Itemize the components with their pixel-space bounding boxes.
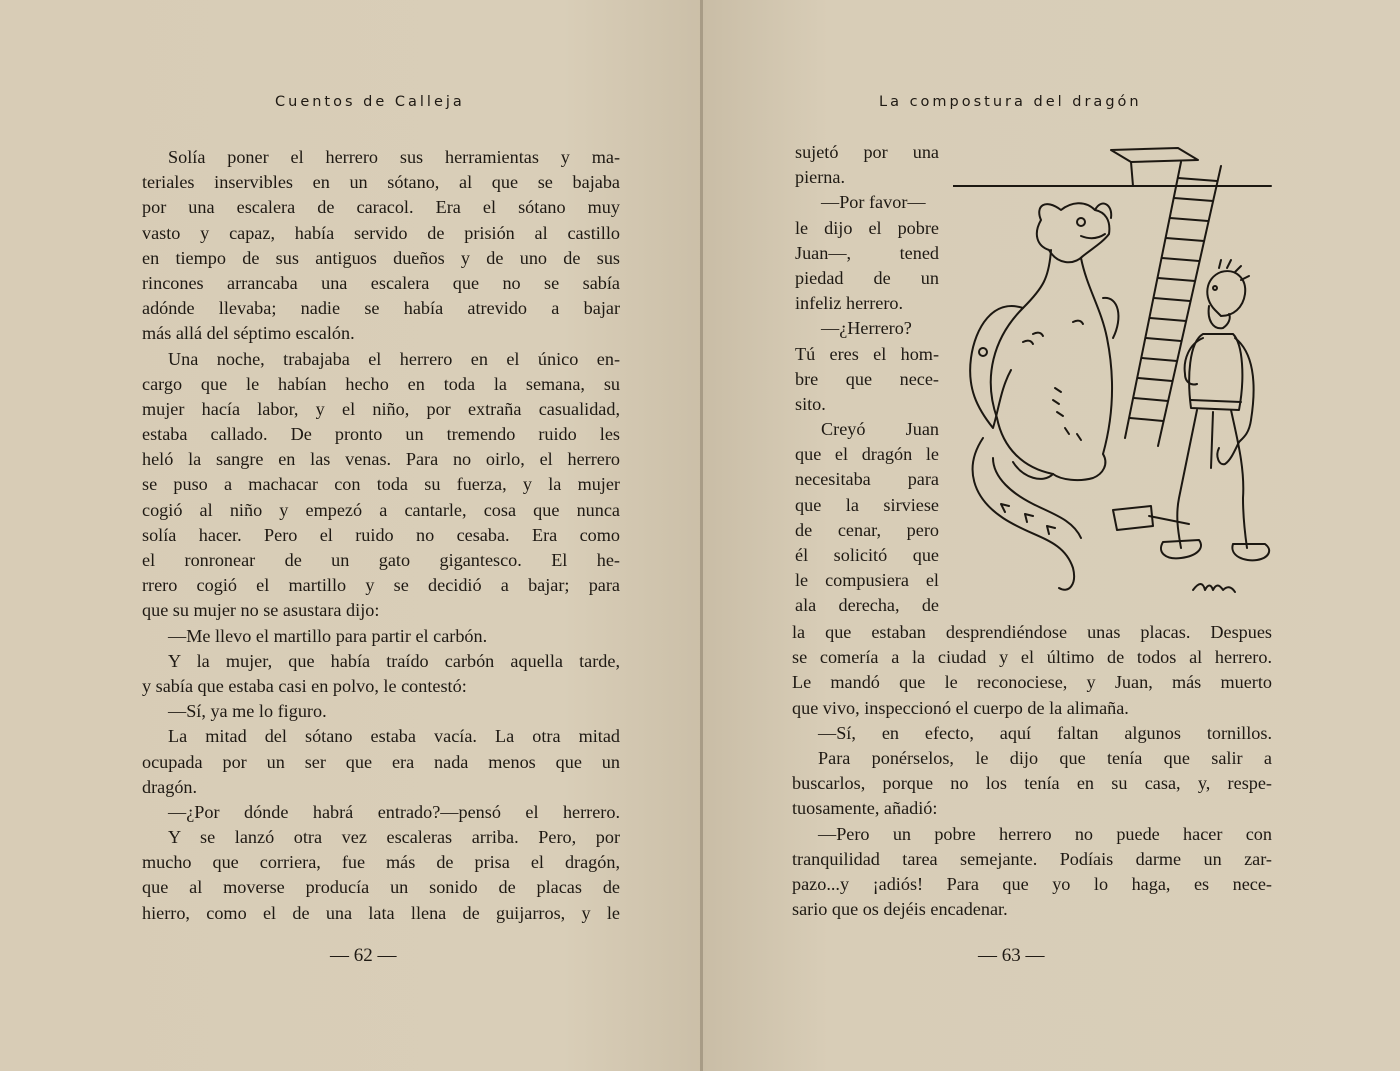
text-line: se comería a la ciudad y el último de todos al herrero.	[792, 647, 1272, 668]
text-line: tranquilidad tarea semejante. Podíais darme un zar-	[792, 848, 1272, 869]
text-line: sito.	[795, 393, 826, 414]
text-line: cargo que le habían hecho en toda la semana, su	[142, 373, 620, 394]
text-line: piedad de un	[795, 267, 939, 288]
text-line: la que estaban desprendiéndose unas placas. Despues	[792, 622, 1272, 642]
text-line: que la sirviese	[795, 494, 939, 515]
text-line: —Pero un pobre herrero no puede hacer con	[818, 823, 1272, 844]
text-line: Solía poner el herrero sus herramientas y ma-	[168, 147, 620, 167]
text-line: mujer hacía labor, y el niño, por extraña casualidad,	[142, 398, 620, 419]
text-line: Juan—, tened	[795, 242, 939, 263]
text-line: le compusiera el	[795, 570, 939, 591]
right-page	[703, 0, 1400, 1071]
text-line: hierro, como el de una lata llena de guijarros, y le	[142, 902, 620, 923]
text-line: vasto y capaz, había servido de prisión al castillo	[142, 222, 620, 243]
text-line: por una escalera de caracol. Era el sótano muy	[142, 197, 620, 218]
text-line: más allá del séptimo escalón.	[142, 323, 355, 344]
right-narrow-text	[795, 140, 939, 619]
left-body-text	[142, 145, 620, 926]
text-line: infeliz herrero.	[795, 293, 904, 314]
trapdoor	[1111, 148, 1198, 162]
text-line: adónde llevaba; nadie se había atrevido a bajar	[142, 298, 620, 319]
text-line: necesitaba para	[795, 469, 939, 490]
text-line: Creyó Juan	[821, 419, 939, 440]
right-page-number: — 63 —	[978, 945, 1045, 966]
text-line: mucho que corriera, fue más de prisa el dragón,	[142, 852, 620, 873]
text-line: cogió al niño y empezó a cantarle, cosa que nunca	[142, 499, 620, 520]
text-line: Y la mujer, que había traído carbón aquella tarde,	[168, 650, 620, 671]
right-wide-text	[792, 620, 1272, 922]
text-line: estaba callado. De pronto un tremendo ruido les	[142, 424, 620, 445]
right-running-header: La compostura del dragón	[879, 94, 1142, 110]
text-line: heló la sangre en las venas. Para no oirlo, el herrero	[142, 449, 620, 470]
text-line: se puso a machacar con toda su fuerza, y la mujer	[142, 474, 620, 495]
text-line: él solicitó que	[795, 545, 939, 565]
text-line: en tiempo de sus antiguos dueños y de uno de sus	[142, 247, 620, 268]
text-line: —Me llevo el martillo para partir el carbón.	[168, 625, 488, 646]
text-line: que el dragón le	[795, 444, 939, 465]
text-line: teriales inservibles en un sótano, al que se bajaba	[142, 172, 620, 193]
text-line: que al moverse producía un sonido de placas de	[142, 877, 620, 898]
text-line: que vivo, inspeccionó el cuerpo de la alimaña.	[792, 697, 1129, 718]
text-line: rincones arrancaba una escalera que no se sabía	[142, 272, 620, 293]
text-line: que su mujer no se asustara dijo:	[142, 600, 380, 621]
text-line: La mitad del sótano estaba vacía. La otra mitad	[168, 726, 620, 747]
text-line: pierna.	[795, 167, 845, 188]
text-line: y sabía que estaba casi en polvo, le contestó:	[142, 675, 467, 696]
dragon-blacksmith-illustration	[953, 138, 1273, 608]
text-line: Y se lanzó otra vez escaleras arriba. Pero, por	[168, 827, 620, 848]
artist-signature-icon	[1193, 584, 1235, 592]
text-line: —Sí, en efecto, aquí faltan algunos tornillos.	[818, 722, 1272, 743]
text-line: el ronronear de un gato gigantesco. El he-	[142, 550, 620, 570]
text-line: sujetó por una	[795, 142, 939, 162]
text-line: dragón.	[142, 776, 198, 797]
dragon-figure	[970, 203, 1118, 590]
left-running-header: Cuentos de Calleja	[275, 94, 465, 110]
text-line: le dijo el pobre	[795, 217, 939, 238]
text-line: rrero cogió el martillo y se decidió a bajar; para	[142, 575, 620, 596]
text-line: —¿Herrero?	[821, 318, 912, 339]
ladder-icon	[1125, 162, 1221, 446]
text-line: ala derecha, de	[795, 595, 939, 616]
text-line: de cenar, pero	[795, 519, 939, 540]
text-line: Tú eres el hom-	[795, 343, 939, 364]
left-page-number: — 62 —	[330, 945, 397, 966]
text-line: bre que nece-	[795, 368, 939, 389]
text-line: —Por favor—	[821, 192, 926, 213]
text-line: Le mandó que le reconociese, y Juan, más muerto	[792, 672, 1272, 693]
text-line: solía hacer. Pero el ruido no cesaba. Era como	[142, 524, 620, 545]
text-line: tuosamente, añadió:	[792, 798, 938, 819]
text-line: —¿Por dónde habrá entrado?—pensó el herrero.	[168, 801, 620, 822]
text-line: sario que os dejéis encadenar.	[792, 899, 1008, 920]
blacksmith-figure	[1113, 260, 1269, 560]
text-line: Una noche, trabajaba el herrero en el único en-	[168, 348, 620, 369]
text-line: Para ponérselos, le dijo que tenía que salir a	[818, 747, 1272, 768]
text-line: ocupada por un ser que era nada menos que un	[142, 751, 620, 772]
text-line: —Sí, ya me lo figuro.	[168, 701, 327, 722]
text-line: buscarlos, porque no los tenía en su casa, y, respe-	[792, 773, 1272, 794]
text-line: pazo...y ¡adiós! Para que yo lo haga, es nece-	[792, 873, 1272, 894]
